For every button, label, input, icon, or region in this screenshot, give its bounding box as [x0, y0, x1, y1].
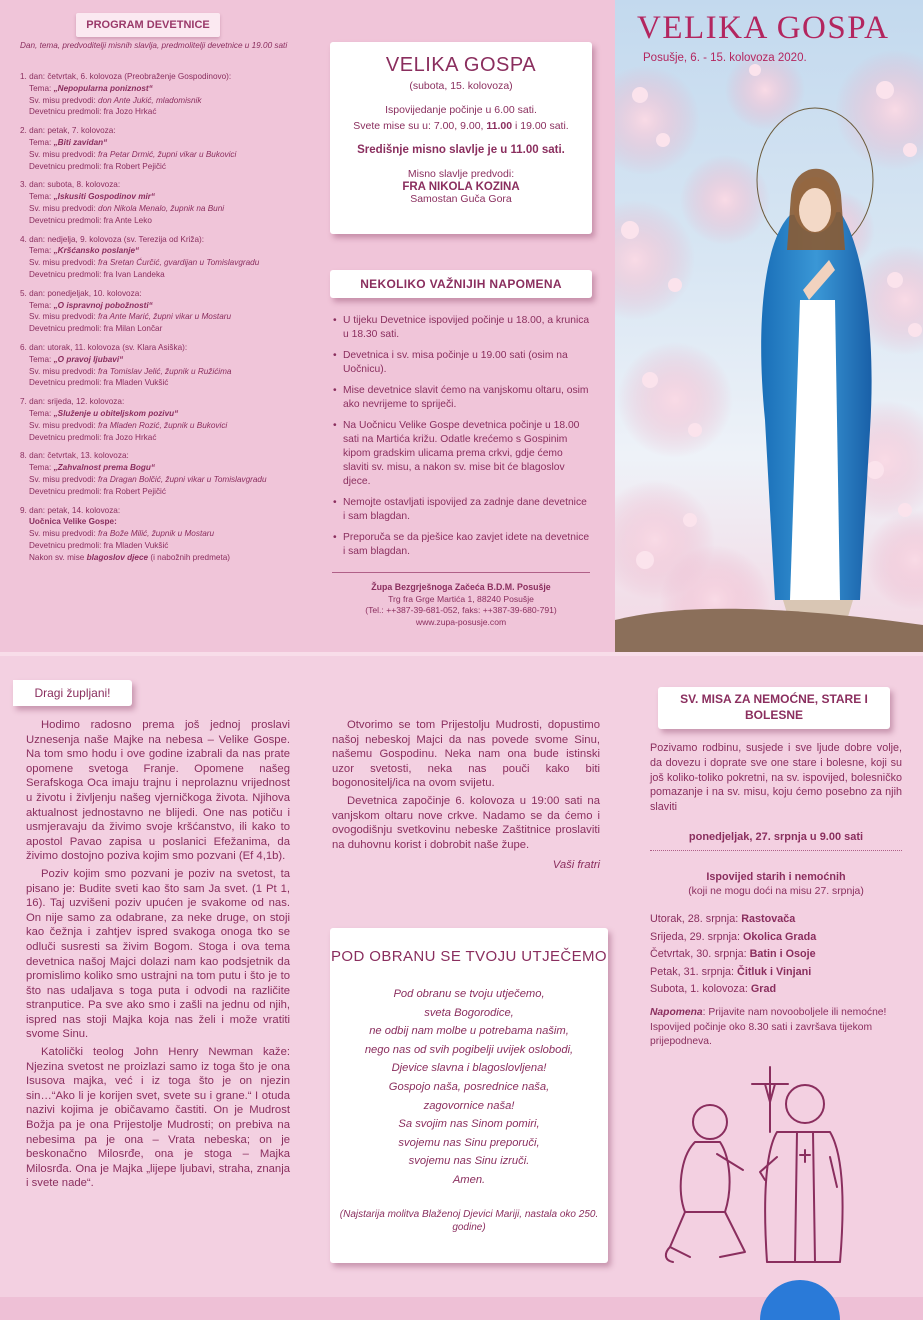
- notes-heading: NEKOLIKO VAŽNIJIH NAPOMENA: [330, 270, 592, 298]
- feast-schedule-card: [330, 42, 592, 234]
- schedule-row: Srijeda, 29. srpnja: Okolica Grada: [650, 930, 817, 943]
- letter-greeting: Dragi župljani!: [13, 680, 132, 706]
- sick-mass-heading: SV. MISA ZA NEMOĆNE, STARE I BOLESNE: [658, 687, 890, 729]
- day-theme: „Nepopularna poniznost“: [53, 83, 153, 93]
- mass-label: Sv. misu predvodi:: [29, 203, 99, 213]
- day-theme: „Iskusiti Gospodinov mir“: [53, 192, 156, 202]
- mass-label: Sv. misu predvodi:: [29, 366, 99, 376]
- parish-name: Župa Bezgrješnoga Začeća B.D.M. Posušje: [371, 582, 551, 592]
- day-mass: don Ante Jukić, mladomisnik: [98, 95, 202, 105]
- schedule-row: Četvrtak, 30. srpnja: Batin i Osoje: [650, 948, 816, 960]
- notes-list: [333, 314, 591, 566]
- day-mass: fra Petar Drmić, župni vikar u Bukovici: [98, 149, 237, 159]
- confession-subheading: (koji ne mogu doći na misu 27. srpnja): [688, 886, 864, 897]
- prayer-line: Pod obranu se tvoju utječemo,: [393, 988, 545, 1000]
- divider: [332, 572, 590, 573]
- day-prayer: Devetnicu predmoli: fra Mladen Vukšić: [29, 540, 169, 550]
- mary-statue-photo: [615, 0, 923, 652]
- mass-label: Sv. misu predvodi:: [29, 420, 99, 430]
- day-prayer: Devetnicu predmoli: fra Jozo Hrkać: [29, 107, 157, 117]
- schedule-row: Subota, 1. kolovoza: Grad: [650, 983, 777, 995]
- mass-label: Sv. misu predvodi:: [29, 474, 99, 484]
- day-date: 5. dan: ponedjeljak, 10. kolovoza:: [20, 288, 142, 298]
- presider-monastery: Samostan Guča Gora: [410, 193, 512, 205]
- day-mass: don Nikola Menalo, župnik na Buni: [98, 203, 225, 213]
- mass-label: Sv. misu predvodi:: [29, 149, 99, 159]
- prayer-line: zagovornice naša!: [423, 1099, 515, 1112]
- confession-illustration: [655, 1062, 855, 1272]
- day-date: 7. dan: srijeda, 12. kolovoza:: [20, 397, 125, 407]
- note-item: • Mise devetnice slavit ćemo na vanjskomu oltaru, osim ako nevrijeme to spriječi.: [333, 384, 591, 412]
- note-item: • Nemojte ostavljati ispovijed za zadnje dane devetnice i sam blagdan.: [333, 496, 591, 524]
- prayer-line: Sa svojim nas Sinom pomiri,: [398, 1118, 540, 1131]
- theme-label: Tema:: [29, 300, 54, 310]
- program-day: [20, 179, 310, 226]
- poster-title: VELIKA GOSPA: [637, 10, 890, 46]
- day-mass: fra Sretan Ćurčić, gvardijan u Tomislavgradu: [98, 258, 260, 268]
- day-mass: fra Ante Marić, župni vikar u Mostaru: [98, 312, 232, 322]
- letter-paragraph: Hodimo radosno prema još jednoj proslavi Uznesenja naše Majke na nebesa – Velike Gospe. Na tom smo hodu i ove godine izabrali da nas prate opomene svetoga Franje. Opomene našeg Serafskoga Oca imaju trajnu i neprolaznu vrijednost u životu i življenju našeg vjerničkoga života. Njihova aktualnost jednostavno ne blijedi. One nas potiču i usmjeravaju da živimo svoje kršćanstvo, ili kako to apostol Pavao zapisa u poslanici Efežanima, da živimo dostojno poziva kojim smo pozvani (Ef 4,1b).: [26, 719, 290, 863]
- program-day: [20, 396, 310, 443]
- program-day-9: [20, 505, 310, 564]
- day9-title: Uočnica Velike Gospe:: [29, 517, 117, 527]
- mass-label: Sv. misu predvodi:: [29, 95, 99, 105]
- day-mass: fra Mladen Rozić, župnik u Bukovici: [98, 420, 228, 430]
- theme-label: Tema:: [29, 83, 54, 93]
- day-mass: fra Tomislav Jelić, župnik u Ružićima: [98, 366, 232, 376]
- letter-paragraph: Poziv kojim smo pozvani je poziv na svetost, ta pisano je: Budite sveti kao što sam Ja svet. (1 Pt 1, 16). Taj uzvišeni poziv upućen je svakome od nas. On nije samo za odabrane, za neke druge, on stoji kao čežnja i zahtjev ispred svakoga onoga tko se odluči susresti sa živim Bogom. Stoga i ova tema devetnica našoj Majci dolazi nam kao podsjetnik da promislimo koliko smo ustrajni na tom putu i što je to što nas udaljava s toga puta i odvodi na različite stranputice. Pa sve ako smo i zašli na jednu od njih, ispred nas stoji Majka koja nas želi i može vratiti svome Sinu.: [26, 867, 290, 1041]
- theme-label: Tema:: [29, 463, 54, 473]
- feast-title: VELIKA GOSPA: [385, 54, 537, 76]
- parish-phone: (Tel.: ++387-39-681-052, faks: ++387-39-680-791): [365, 605, 557, 615]
- confession-time: Ispovijedanje počinje u 6.00 sati.: [385, 104, 537, 116]
- day-prayer: Devetnicu predmoli: fra Mladen Vukšić: [29, 378, 169, 388]
- poster-dates: Posušje, 6. - 15. kolovoza 2020.: [643, 52, 807, 64]
- program-day: [20, 288, 310, 335]
- day-prayer: Devetnicu predmoli: fra Milan Lončar: [29, 324, 163, 334]
- note-item: • Preporuča se da pješice kao zavjet idete na devetnice i sam blagdan.: [333, 531, 591, 559]
- note-item: • U tijeku Devetnice ispovijed počinje u 18.00, a krunica u 18.30 sati.: [333, 314, 591, 342]
- day9-blessing: Nakon sv. mise blagoslov djece (i nabožnih predmeta): [29, 552, 230, 562]
- prayer-line: ne odbij nam molbe u potrebama našim,: [369, 1025, 569, 1038]
- mass-times: Svete mise su u: 7.00, 9.00, 11.00 i 19.00 sati.: [353, 120, 569, 132]
- day-prayer: Devetnicu predmoli: fra Jozo Hrkać: [29, 432, 157, 442]
- program-day: [20, 342, 310, 389]
- day-prayer: Devetnicu predmoli: fra Robert Pejičić: [29, 161, 166, 171]
- presider-name: FRA NIKOLA KOZINA: [402, 181, 520, 193]
- day-date: 6. dan: utorak, 11. kolovoza (sv. Klara Asiška):: [20, 342, 188, 352]
- day-theme: „Zahvalnost prema Bogu“: [53, 463, 156, 473]
- day-date: 8. dan: četvrtak, 13. kolovoza:: [20, 451, 129, 461]
- sick-mass-date: ponedjeljak, 27. srpnja u 9.00 sati: [688, 831, 864, 843]
- statue-illustration: [615, 0, 923, 652]
- note-item: • Devetnica i sv. misa počinje u 19.00 sati (osim na Uočnicu).: [333, 349, 591, 377]
- day-date: 9. dan: petak, 14. kolovoza:: [20, 505, 121, 515]
- theme-label: Tema:: [29, 246, 54, 256]
- prayer-line: svojemu nas Sinu preporuči,: [398, 1136, 540, 1149]
- kneeling-penitent: [666, 1105, 745, 1262]
- program-heading: PROGRAM DEVETNICE: [76, 13, 220, 37]
- dotted-divider: [650, 850, 902, 851]
- theme-label: Tema:: [29, 408, 54, 418]
- note-item: • Na Uočnicu Velike Gospe devetnica počinje u 18.00 sati na Martića križu. Odatle krećemo s Gospinim kipom gradskim ulicama prema crkvi, gdje ćemo slaviti sv. misu, a nakon sv. mise bit će blagoslov djece.: [333, 419, 591, 489]
- theme-label: Tema:: [29, 137, 54, 147]
- day-theme: „Služenje u obiteljskom pozivu“: [53, 408, 179, 418]
- prayer-line: nego nas od svih pogibelji uvijek oslobodi,: [364, 1043, 574, 1056]
- day-date: 2. dan: petak, 7. kolovoza:: [20, 126, 116, 136]
- priest-figure: [760, 1085, 843, 1262]
- letter-paragraph: Otvorimo se tom Prijestolju Mudrosti, dopustimo našoj nebeskoj Majci da nas povede svome Sinu, našemu Gospodinu. Neka nam ona bude istinski uzor svetosti, neka nas pouči kako biti bogonositelj/ica na ovom svijetu.: [332, 719, 600, 790]
- parish-info: [330, 582, 592, 628]
- crucifix-icon: [752, 1067, 788, 1132]
- day-theme: „Biti zavidan“: [53, 137, 108, 147]
- program-day: [20, 125, 310, 172]
- parish-address: Trg fra Grge Martića 1, 88240 Posušje: [388, 593, 534, 604]
- mass-label: Sv. misu predvodi:: [29, 312, 99, 322]
- day-date: 1. dan: četvrtak, 6. kolovoza (Preobraženje Gospodinovo):: [20, 72, 232, 81]
- sick-mass-invitation: Pozivamo rodbinu, susjede i sve ljude dobre volje, da dovezu i doprate sve one stare i bolesne, koji su još koliko-toliko pokretni, na sv. ispovijed, bolesničko pomazanje i na sv. misu, koju ćemo posebno za njih slaviti: [650, 742, 902, 814]
- prayer-line: Amen.: [452, 1173, 486, 1186]
- day-prayer: Devetnicu predmoli: fra Ivan Landeka: [29, 269, 165, 279]
- presider-label: Misno slavlje predvodi:: [407, 168, 515, 180]
- feast-date: (subota, 15. kolovoza): [409, 80, 513, 92]
- schedule-row: Petak, 31. srpnja: Čitluk i Vinjani: [650, 965, 812, 978]
- prayer-line: svojemu nas Sinu izruči.: [408, 1155, 530, 1168]
- program-day: [20, 71, 310, 118]
- branch: [615, 609, 923, 652]
- letter-paragraph: Katolički teolog John Henry Newman kaže: Njezina svetost ne proizlazi samo iz toga što je ona Isusova majka, već i iz toga što je on njezin sin…“Ako li je korijen svet, svete su i grane.“ I otuda nazivi kojima je običavamo častiti. On je Mudrost Božja pa je ona Prijestolje Mudrosti; on prebiva na nebesima pa je ona – Vrata nebeska; on je beskonačno Milosrđe, ona je stoga – Majka Milosrđa. Ona je Majka „lijepe ljubavi, straha, znanja i svete nade“.: [26, 1046, 290, 1190]
- sick-mass-note: Napomena: Prijavite nam novooboljele ili nemoćne! Ispovijed počinje oko 8.30 sati i završava tijekom prijepodneva.: [650, 1007, 887, 1048]
- day-prayer: Devetnicu predmoli: fra Ante Leko: [29, 215, 152, 225]
- prayer-line: sveta Bogorodice,: [424, 1006, 514, 1019]
- program-list: [20, 71, 310, 570]
- program-intro: Dan, tema, predvoditelji misnih slavlja, predmolitelji devetnice u 19.00 sati: [20, 41, 288, 50]
- central-mass: Središnje misno slavlje je u 11.00 sati.: [357, 144, 565, 156]
- program-day: [20, 450, 310, 497]
- theme-label: Tema:: [29, 354, 54, 364]
- prayer-note: (Najstarija molitva Blaženoj Djevici Mariji, nastala oko 250. godine): [339, 1208, 599, 1233]
- day-mass: fra Dragan Bolčić, župni vikar u Tomislavgradu: [98, 474, 267, 484]
- prayer-text: [330, 985, 608, 1190]
- prayer-line: Gospojo naša, posrednice naša,: [388, 1080, 550, 1093]
- day-date: 3. dan: subota, 8. kolovoza:: [20, 180, 121, 190]
- parish-website[interactable]: www.zupa-posusje.com: [415, 616, 507, 627]
- day-theme: „O pravoj ljubavi“: [53, 354, 124, 364]
- mass-label: Sv. misu predvodi:: [29, 258, 99, 268]
- letter-signature: Vaši fratri: [552, 859, 600, 872]
- day-prayer: Devetnicu predmoli: fra Robert Pejičić: [29, 486, 166, 496]
- day-theme: „Kršćansko poslanje“: [53, 246, 140, 256]
- letter-column-2: [332, 718, 600, 873]
- schedule-row: Utorak, 28. srpnja: Rastovača: [650, 913, 796, 925]
- confession-heading: Ispovijed starih i nemoćnih: [706, 871, 846, 883]
- prayer-line: Djevice slavna i blagoslovljena!: [391, 1062, 547, 1075]
- prayer-card: [330, 928, 608, 1263]
- letter-column-1: [26, 718, 290, 1194]
- day-date: 4. dan: nedjelja, 9. kolovoza (sv. Terezija od Križa):: [20, 234, 205, 244]
- program-day: [20, 234, 310, 281]
- day-theme: „O ispravnoj pobožnosti“: [53, 300, 153, 310]
- theme-label: Tema:: [29, 192, 54, 202]
- prayer-title: POD OBRANU SE TVOJU UTJEČEMO: [331, 948, 607, 965]
- day-mass: fra Bože Milić, župnik u Mostaru: [98, 529, 215, 539]
- confession-schedule: [650, 911, 902, 999]
- mass-label: Sv. misu predvodi:: [29, 529, 99, 539]
- letter-paragraph: Devetnica započinje 6. kolovoza u 19:00 sati na vanjskom oltaru nove crkve. Nadamo se da ćemo i ovogodišnju svetkovinu nebeske Zaštitnice proslaviti na duhovnu korist i dobrobit naše župe.: [332, 794, 600, 851]
